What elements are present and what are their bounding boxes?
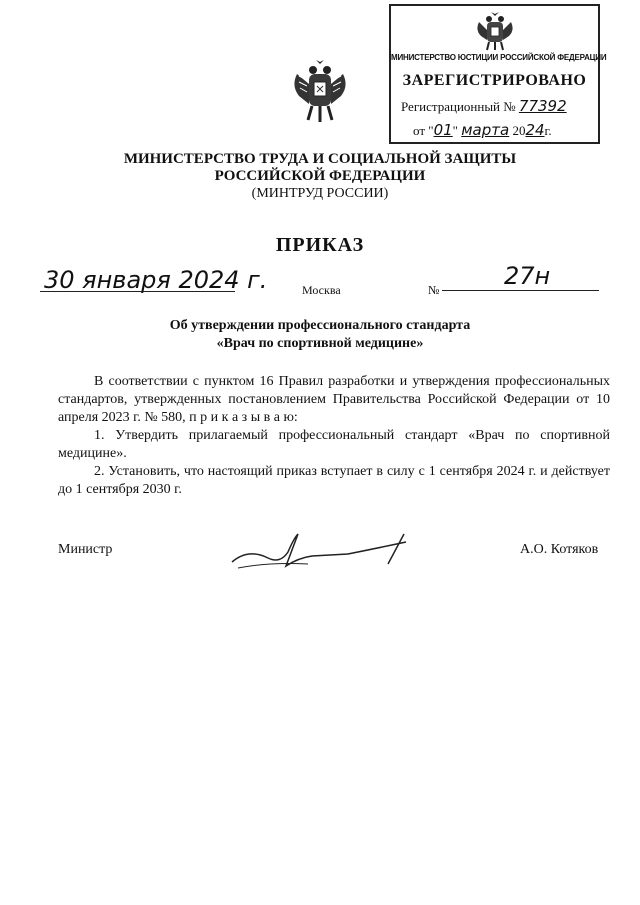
handwritten-signature (228, 528, 418, 574)
stamp-date-suffix: г. (544, 123, 552, 138)
stamp-date-line: от "01" марта 2024г. (413, 121, 552, 139)
body-item-1: 1. Утвердить прилагаемый профессиональный стандарт «Врач по спортивной медицине». (58, 428, 610, 461)
signer-name: А.О. Котяков (520, 542, 599, 557)
body-item-2: 2. Установить, что настоящий приказ вступает в силу с 1 сентября 2024 г. и действует до 1 сентября 2030 г. (58, 464, 610, 497)
org-name-line1: МИНИСТЕРСТВО ТРУДА И СОЦИАЛЬНОЙ ЗАЩИТЫ (123, 151, 517, 167)
stamp-registration-line (401, 97, 567, 115)
subject-line1: Об утверждении профессионального стандарта (169, 318, 471, 333)
body-paragraph: В соответствии с пунктом 16 Правил разработки и утверждения профессиональных стандартов, утвержденных постановлением Правительства Российской Федерации от 10 апреля 2023 г. № 580, п р и к а з ы в а ю: (58, 374, 610, 425)
org-abbreviation: (МИНТРУД РОССИИ) (251, 186, 389, 201)
coat-of-arms-icon (293, 60, 347, 124)
stamp-date-day: 01 (433, 121, 453, 139)
order-date: 30 января 2024 г. (44, 266, 268, 294)
document-type: ПРИКАЗ (275, 234, 365, 256)
stamp-date-prefix: от (413, 123, 426, 138)
stamp-reg-number: 77392 (518, 97, 567, 115)
order-city: Москва (302, 283, 341, 297)
stamp-ministry: МИНИСТЕРСТВО ЮСТИЦИИ РОССИЙСКОЙ ФЕДЕРАЦИИ (391, 53, 607, 62)
coat-of-arms-icon (473, 10, 517, 52)
stamp-date-month: марта (461, 121, 510, 139)
stamp-reg-label: Регистрационный № (401, 99, 516, 114)
org-name-line2: РОССИЙСКОЙ ФЕДЕРАЦИИ (214, 168, 426, 184)
stamp-date-year-prefix: 20 (512, 123, 526, 138)
order-number-label: № (428, 283, 440, 297)
order-number: 27н (504, 262, 551, 290)
date-underline (40, 291, 235, 292)
subject-line2: «Врач по спортивной медицине» (216, 336, 424, 351)
stamp-date-year-suffix: 24 (525, 121, 545, 139)
signer-title: Министр (58, 542, 113, 557)
number-underline (442, 290, 599, 291)
stamp-status: ЗАРЕГИСТРИРОВАНО (402, 72, 587, 89)
registration-stamp (389, 4, 607, 144)
